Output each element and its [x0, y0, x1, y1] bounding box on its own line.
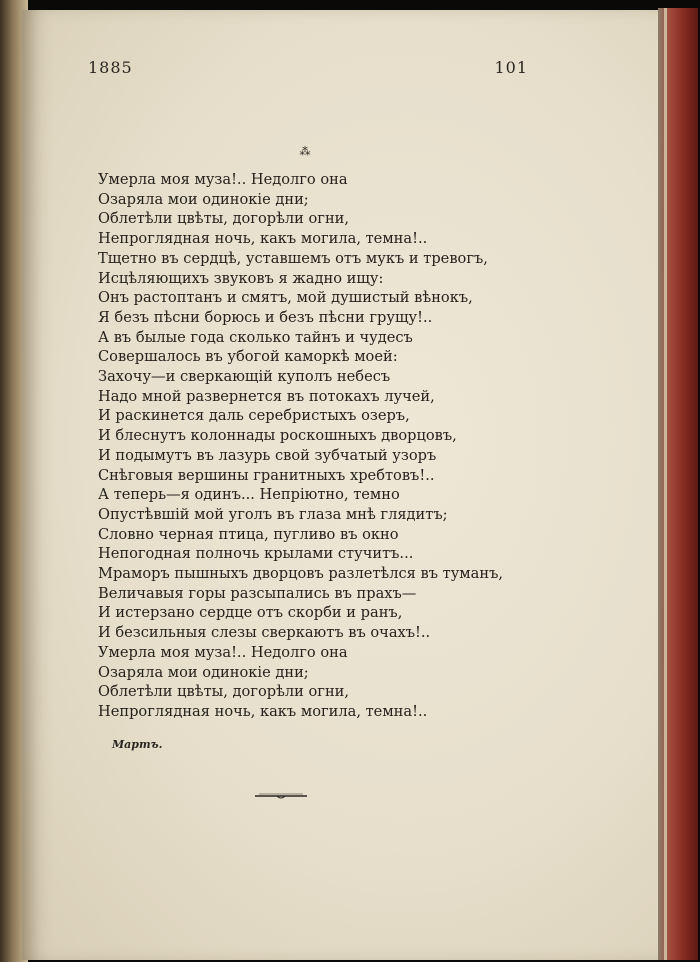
poem-line: Облетѣли цвѣты, догорѣли огни,: [98, 683, 350, 701]
poem-line: Снѣговыя вершины гранитныхъ хребтовъ!..: [98, 466, 435, 484]
running-head: [88, 58, 528, 77]
poem-line: Непроглядная ночь, какъ могила, темна!..: [98, 702, 428, 720]
poem-line: И раскинется даль серебристыхъ озеръ,: [98, 407, 410, 425]
poem-text: [98, 170, 518, 722]
poem-line: Озаряла мои одинокіе дни;: [98, 663, 309, 681]
poem-line: Совершалось въ убогой каморкѣ моей:: [98, 348, 398, 366]
asterism-ornament: ⁂: [299, 145, 311, 158]
poem-line: И подымутъ въ лазурь свой зубчатый узоръ: [98, 446, 437, 464]
poem-line: Непогодная полночь крылами стучитъ...: [98, 545, 414, 563]
poem-line: Онъ растоптанъ и смятъ, мой душистый вѣнокъ,: [98, 289, 473, 307]
poem-line: А теперь—я одинъ... Непріютно, темно: [98, 486, 400, 504]
poem-line: Тщетно въ сердцѣ, уставшемъ отъ мукъ и тревогъ,: [98, 249, 488, 267]
poem-line: И безсильныя слезы сверкаютъ въ очахъ!..: [98, 624, 431, 642]
poem-line: Умерла моя муза!.. Недолго она: [98, 643, 348, 661]
page-number: 101: [494, 58, 528, 77]
poem-line: Я безъ пѣсни борюсь и безъ пѣсни грущу!..: [98, 308, 433, 326]
poem-line: Величавыя горы разсыпались въ прахъ—: [98, 584, 417, 602]
poem-line: А въ былые года сколько тайнъ и чудесъ: [98, 328, 413, 346]
poem-line: Словно черная птица, пугливо въ окно: [98, 525, 399, 543]
poem-line: Надо мной развернется въ потокахъ лучей,: [98, 387, 435, 405]
poem-line: Озаряла мои одинокіе дни;: [98, 190, 309, 208]
date-signature: Мартъ.: [112, 738, 163, 751]
poem-line: Исцѣляющихъ звуковъ я жадно ищу:: [98, 269, 384, 287]
book-cover-edge: [658, 8, 698, 960]
poem-line: И истерзано сердце отъ скорби и ранъ,: [98, 604, 403, 622]
tailpiece-ornament: [255, 792, 307, 800]
year-header: 1885: [88, 58, 133, 77]
poem-line: Облетѣли цвѣты, догорѣли огни,: [98, 210, 350, 228]
poem-line: Непроглядная ночь, какъ могила, темна!..: [98, 230, 428, 248]
poem-line: Опустѣвшій мой уголъ въ глаза мнѣ глядитъ;: [98, 505, 448, 523]
poem-line: Захочу—и сверкающій куполъ небесъ: [98, 368, 391, 386]
poem-line: И блеснутъ колоннады роскошныхъ дворцовъ,: [98, 427, 457, 445]
poem-line: Мраморъ пышныхъ дворцовъ разлетѣлся въ туманъ,: [98, 565, 504, 583]
poem-line: Умерла моя муза!.. Недолго она: [98, 171, 348, 188]
